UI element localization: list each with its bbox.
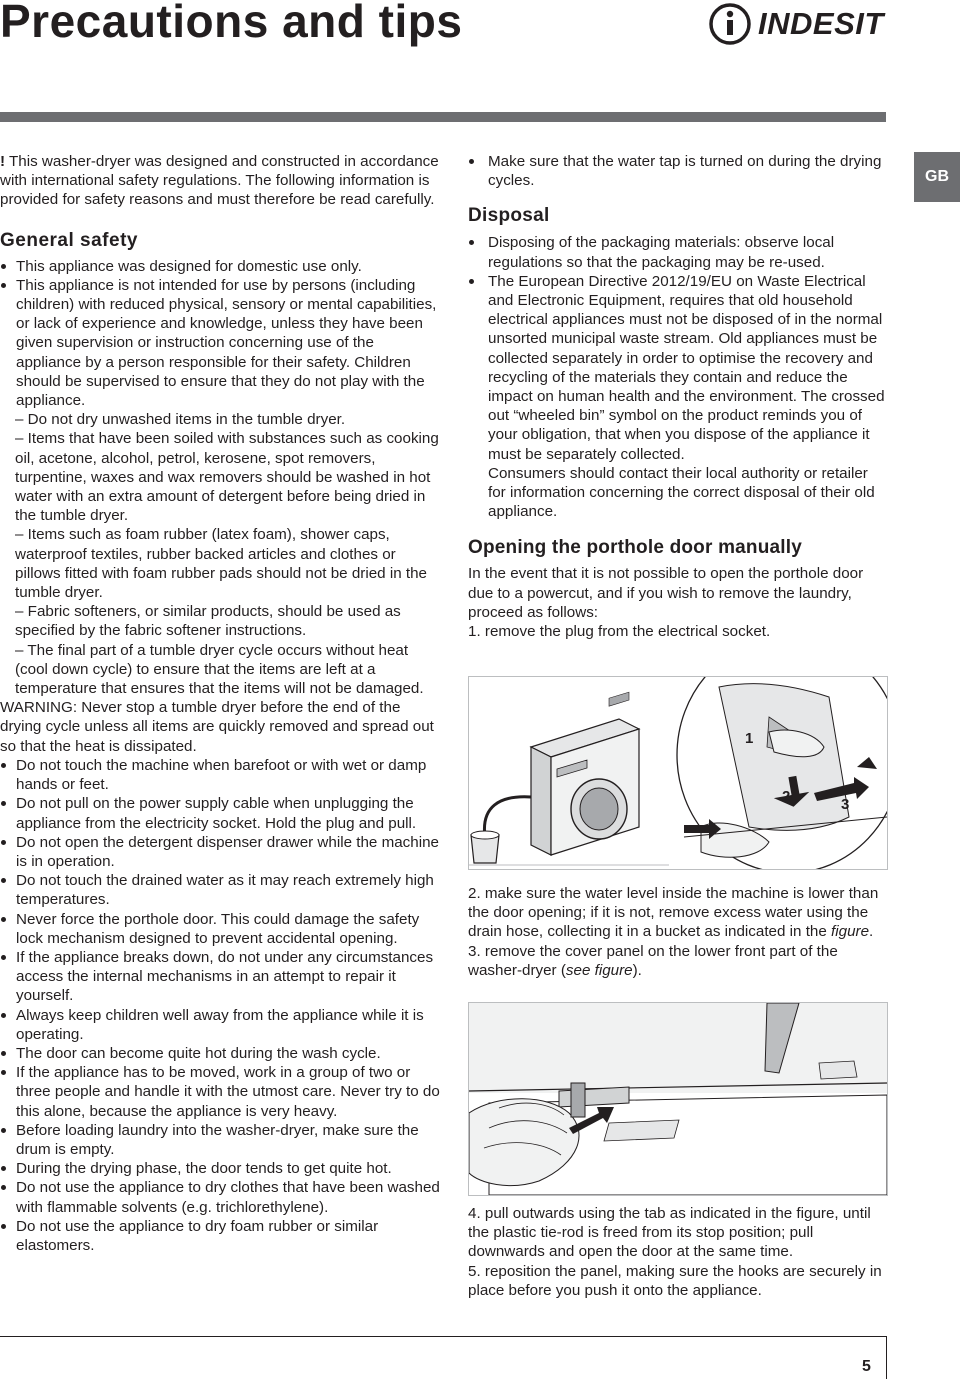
header-divider xyxy=(0,112,886,122)
right-column xyxy=(468,152,888,641)
list-item: Do not use the appliance to dry foam rubber or similar elastomers. xyxy=(0,1217,440,1255)
dash-fabric-softeners: – Fabric softeners, or similar products, should be used as specified by the fabric softener instructions. xyxy=(15,603,401,640)
washing-machine-drain-illustration xyxy=(469,677,887,869)
left-column xyxy=(0,152,440,1255)
panel-figure xyxy=(468,1002,888,1196)
steps-4-5 xyxy=(468,1204,888,1300)
list-item: The door can become quite hot during the wash cycle. xyxy=(0,1044,440,1063)
cover-panel-removal-illustration xyxy=(469,1003,887,1195)
disposal-contact: Consumers should contact their local authority or retailer for information concerning the correct disposal of their old appliance. xyxy=(488,464,875,521)
dash-unwashed-items: – Do not dry unwashed items in the tumble dryer. xyxy=(15,411,346,429)
list-item: Never force the porthole door. This could damage the safety lock mechanism designed to prevent accidental opening. xyxy=(0,910,440,948)
intro-paragraph xyxy=(0,152,440,210)
list-item: During the drying phase, the door tends to get quite hot. xyxy=(0,1159,440,1178)
porthole-heading: Opening the porthole door manually xyxy=(468,537,803,559)
language-tab: GB xyxy=(914,152,960,202)
footer-corner-rule xyxy=(886,1336,887,1379)
page-title: Precautions and tips xyxy=(0,0,463,47)
dash-soiled-items: – Items that have been soiled with substances such as cooking oil, acetone, alcohol, petrol, kerosene, spot removers, turpentine, waxes and wax removers should be washed in hot water with an extra amount of detergent before being dried in the tumble dryer. xyxy=(15,430,439,525)
drain-figure xyxy=(468,676,888,870)
intro-mark: ! xyxy=(0,153,6,170)
list-item: Before loading laundry into the washer-dryer, make sure the drum is empty. xyxy=(0,1121,440,1159)
page-number: 5 xyxy=(862,1358,871,1375)
list-item: If the appliance has to be moved, work in a group of two or three people and handle it with the utmost care. Never try to do this alone, because the appliance is very heavy. xyxy=(0,1063,440,1121)
list-item: Do not touch the drained water as it may reach extremely high temperatures. xyxy=(0,871,440,909)
bullet-domestic-use: This appliance was designed for domestic use only. xyxy=(0,257,440,276)
step-2: 2. make sure the water level inside the machine is lower than the door opening; if it is not, remove excess water using the drain hose, collecting it in a bucket as indicated in the figure. xyxy=(468,885,879,941)
indesit-logo-icon xyxy=(708,2,752,46)
brand-logo xyxy=(708,2,884,46)
steps-2-3 xyxy=(468,884,888,980)
disposal-heading: Disposal xyxy=(468,205,550,227)
list-item: Do not use the appliance to dry clothes that have been washed with flammable solvents (e.g. trichlorethylene). xyxy=(0,1178,440,1216)
step-5: 5. reposition the panel, making sure the hooks are securely in place before you push it onto the appliance. xyxy=(468,1262,882,1299)
porthole-intro: In the event that it is not possible to open the porthole door due to a powercut, and if you wish to remove the laundry, proceed as follows: xyxy=(468,565,864,621)
bullet-persons: This appliance is not intended for use by persons (including children) with reduced physical, sensory or mental capabilities, or lack of experience and knowledge, unless they have been given supervision or instruction concerning use of the appliance by a person responsible for their safety. Children should be supervised to ensure that they do not play with the appliance. xyxy=(0,276,440,410)
step-4: 4. pull outwards using the tab as indicated in the figure, until the plastic tie-rod is freed from its stop position; pull downwards and open the door at the same time. xyxy=(468,1205,871,1261)
bullet-packaging: Disposing of the packaging materials: observe local regulations so that the packaging may be re-used. xyxy=(468,233,888,271)
figure-label-2: 2 xyxy=(782,788,791,805)
list-item: Do not touch the machine when barefoot or with wet or damp hands or feet. xyxy=(0,756,440,794)
general-safety-heading: General safety xyxy=(0,229,138,251)
list-item: Do not pull on the power supply cable when unplugging the appliance from the electricity socket. Hold the plug and pull. xyxy=(0,794,440,832)
bullet-water-tap: Make sure that the water tap is turned on during the drying cycles. xyxy=(468,152,888,190)
step-3: 3. remove the cover panel on the lower front part of the washer-dryer (see figure). xyxy=(468,942,838,979)
step-1: 1. remove the plug from the electrical socket. xyxy=(468,623,771,641)
list-item: If the appliance breaks down, do not under any circumstances access the internal mechanisms in an attempt to repair it yourself. xyxy=(0,948,440,1006)
intro-text: This washer-dryer was designed and constructed in accordance with international safety regulations. The following information is provided for safety reasons and must therefore be read carefully. xyxy=(0,153,439,209)
brand-name: INDESIT xyxy=(758,6,884,41)
list-item: Always keep children well away from the appliance while it is operating. xyxy=(0,1006,440,1044)
warning-text: WARNING: Never stop a tumble dryer before the end of the drying cycle unless all items are quickly removed and spread out so that the heat is dissipated. xyxy=(0,699,434,755)
dash-cool-down: – The final part of a tumble dryer cycle occurs without heat (cool down cycle) to ensure that the items are left at a temperature that ensures that the items will not be damaged. xyxy=(15,641,424,698)
figure-label-1: 1 xyxy=(745,730,754,747)
dash-foam-rubber: – Items such as foam rubber (latex foam), shower caps, waterproof textiles, rubber backed articles and clothes or pillows fitted with foam rubber pads should not be dried in the tumble dryer. xyxy=(15,526,427,602)
list-item: Do not open the detergent dispenser drawer while the machine is in operation. xyxy=(0,833,440,871)
bullet-weee-directive: The European Directive 2012/19/EU on Waste Electrical and Electronic Equipment, requires that old household electrical appliances must not be disposed of in the normal unsorted municipal waste stream. Old appliances must be collected separately in order to optimise the recovery and recycling of the materials they contain and reduce the impact on human health and the environment. The crossed out “wheeled bin” symbol on the product reminds you of your obligation, that when you dispose of the appliance it must be separately collected. xyxy=(468,272,888,464)
figure-label-3: 3 xyxy=(841,796,850,813)
footer-divider xyxy=(0,1336,886,1337)
